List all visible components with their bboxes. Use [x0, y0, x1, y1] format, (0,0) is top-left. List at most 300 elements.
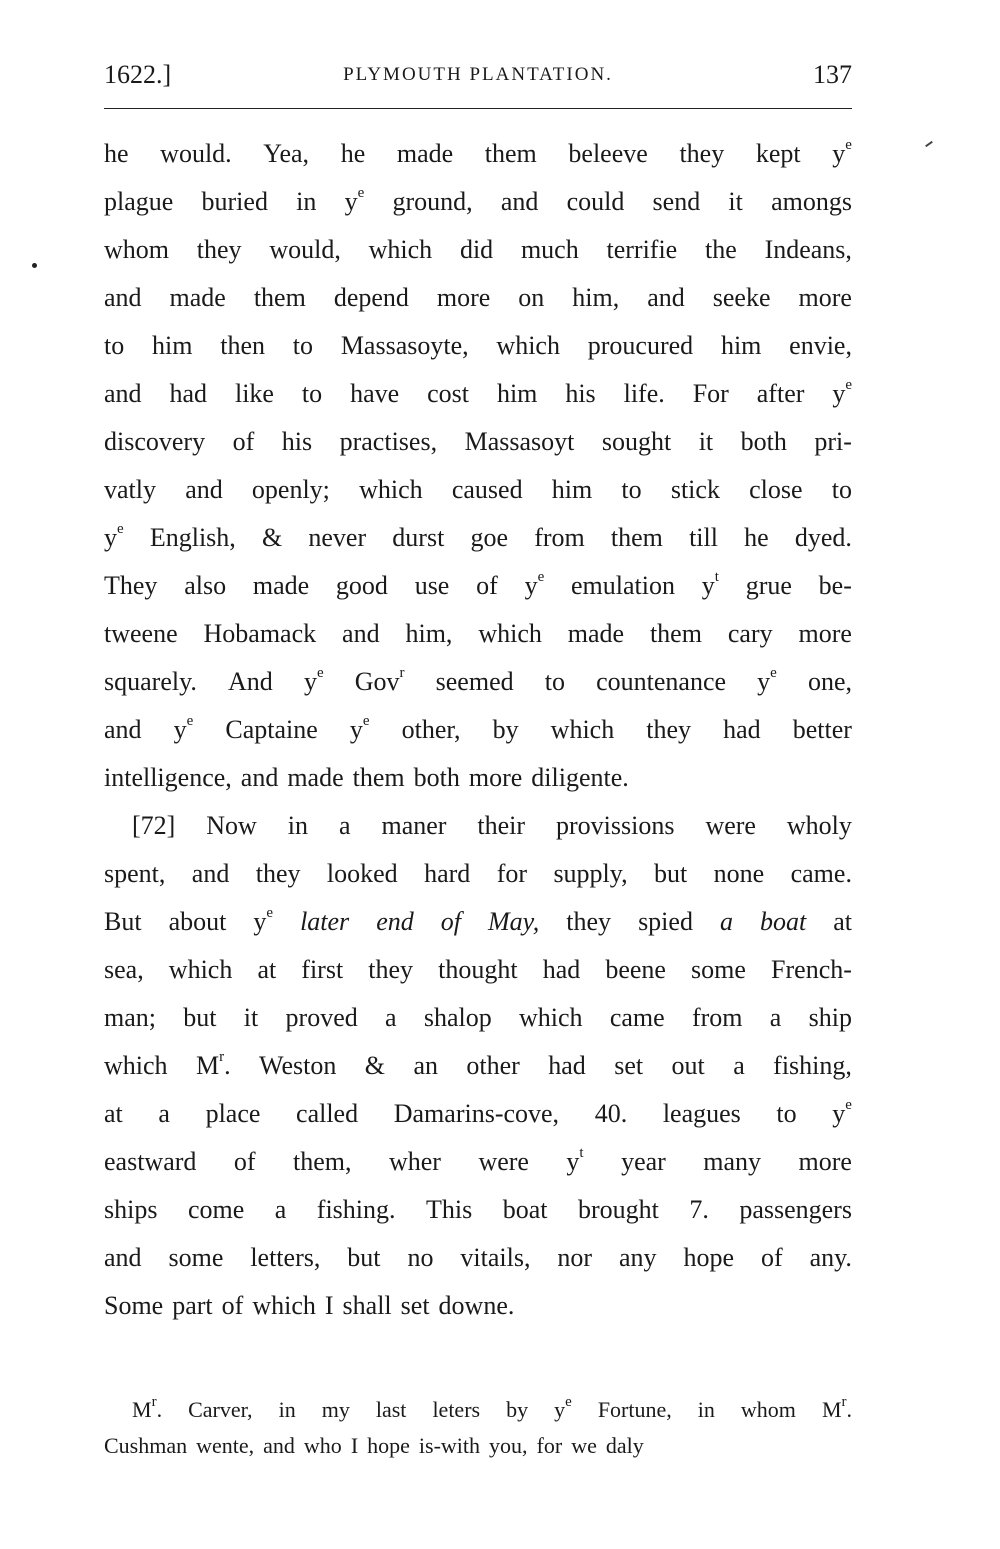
word: could	[566, 187, 625, 216]
word: sea,	[104, 955, 144, 984]
word: in	[278, 1397, 296, 1422]
word: Massasoyt	[464, 427, 575, 456]
ink-speck	[32, 263, 37, 268]
word: $y^t$	[701, 569, 719, 600]
word: of	[232, 427, 255, 456]
word: $M^r$.	[195, 1049, 231, 1080]
word: from	[691, 1003, 743, 1032]
word: spent,	[104, 859, 166, 888]
word: them	[253, 283, 306, 312]
word: Gov$^r$	[354, 665, 405, 696]
word: $y^e$	[554, 1393, 572, 1422]
word: no	[407, 1243, 434, 1272]
word: discovery	[104, 427, 206, 456]
word: my	[321, 1397, 350, 1422]
word: beleeve	[568, 139, 648, 168]
word: come	[187, 1195, 245, 1224]
word: life.	[623, 379, 665, 408]
word: they	[646, 715, 692, 744]
word: made	[396, 139, 454, 168]
word: would,	[269, 235, 341, 264]
word: May,	[488, 907, 540, 936]
word: made	[169, 283, 226, 312]
word: ships	[104, 1195, 158, 1224]
word: I	[350, 1433, 359, 1458]
word: plague	[104, 187, 174, 216]
word: which	[496, 331, 560, 360]
word: who	[303, 1433, 342, 1458]
word: letters,	[250, 1243, 321, 1272]
word: dyed.	[794, 523, 852, 552]
word: countenance	[596, 667, 727, 696]
word: downe.	[438, 1291, 515, 1320]
word: wher	[388, 1147, 441, 1176]
word: hard	[424, 859, 471, 888]
word: and	[104, 379, 142, 408]
word: beene	[605, 955, 666, 984]
word: had	[169, 379, 208, 408]
word: at	[104, 1099, 123, 1128]
word: you,	[489, 1433, 528, 1458]
word: some	[691, 955, 746, 984]
word: $y^e$	[832, 1097, 852, 1128]
word: in	[296, 187, 317, 216]
word: $y^e$	[832, 377, 852, 408]
word: Captaine	[225, 715, 318, 744]
word: never	[308, 523, 367, 552]
word: which	[104, 1051, 168, 1080]
word: vatly	[104, 475, 156, 504]
word: Fortune,	[597, 1397, 672, 1422]
word: from	[534, 523, 585, 552]
word: till	[689, 523, 718, 552]
word: some	[168, 1243, 224, 1272]
word: a	[719, 907, 733, 936]
word: and	[342, 619, 380, 648]
word: him,	[572, 283, 620, 312]
word: whom	[104, 235, 169, 264]
word: I	[324, 1291, 334, 1320]
word: him	[720, 331, 762, 360]
word: hope	[367, 1433, 410, 1458]
word: and	[500, 187, 539, 216]
word: 40.	[594, 1099, 628, 1128]
word: This	[426, 1195, 473, 1224]
word: he	[340, 139, 366, 168]
word: to	[104, 331, 125, 360]
word: goe	[470, 523, 509, 552]
word: one,	[807, 667, 852, 696]
word: first	[301, 955, 344, 984]
word: and	[185, 475, 223, 504]
word: and	[240, 763, 279, 792]
word: made	[287, 763, 344, 792]
word: Now	[206, 811, 257, 840]
word: to	[544, 667, 565, 696]
word: a	[158, 1099, 170, 1128]
word: supply,	[553, 859, 628, 888]
word: close	[749, 475, 803, 504]
word: it	[728, 187, 743, 216]
word: daly	[605, 1433, 644, 1458]
word: they	[566, 907, 612, 936]
word: more	[798, 619, 852, 648]
ink-mark	[925, 141, 933, 147]
word: and	[191, 859, 230, 888]
word: spied	[638, 907, 693, 936]
word: fishing,	[773, 1051, 852, 1080]
word: him	[152, 331, 193, 360]
word: fishing.	[316, 1195, 396, 1224]
word: any	[619, 1243, 657, 1272]
word: place	[205, 1099, 261, 1128]
word: boat	[502, 1195, 548, 1224]
text-line	[104, 1190, 852, 1238]
word: wente,	[196, 1433, 255, 1458]
word: they	[196, 235, 242, 264]
word: other,	[401, 715, 461, 744]
word: more	[798, 1147, 852, 1176]
word: had	[548, 1051, 586, 1080]
word: $y^e$	[524, 569, 545, 600]
word: English,	[149, 523, 236, 552]
word: them	[352, 763, 405, 792]
word: caused	[451, 475, 523, 504]
word: a	[769, 1003, 782, 1032]
header-title: PLYMOUTH PLANTATION.	[343, 64, 613, 85]
word: seemed	[435, 667, 514, 696]
word: of	[233, 1147, 256, 1176]
word: a	[385, 1003, 397, 1032]
word: seeke	[712, 283, 771, 312]
text-line	[104, 566, 852, 614]
text-line	[104, 662, 852, 710]
word: more	[468, 763, 523, 792]
text-line	[104, 326, 852, 374]
word: good	[335, 571, 388, 600]
word: $y^e$	[344, 185, 365, 216]
word: Damarins-cove,	[393, 1099, 560, 1128]
word: shalop	[423, 1003, 492, 1032]
word: end	[376, 907, 414, 936]
word: whom	[740, 1397, 796, 1422]
word: which	[550, 715, 615, 744]
word: cary	[727, 619, 773, 648]
text-line	[104, 230, 852, 278]
word: Some	[104, 1291, 164, 1320]
word: and	[263, 1433, 295, 1458]
word: after	[756, 379, 805, 408]
word: by	[492, 715, 519, 744]
text-line	[104, 1430, 852, 1466]
word: out	[671, 1051, 705, 1080]
word: which	[359, 475, 423, 504]
word: set	[614, 1051, 644, 1080]
word: him,	[405, 619, 453, 648]
word: French-	[771, 955, 852, 984]
word: leagues	[662, 1099, 741, 1128]
word: came.	[790, 859, 852, 888]
word: &	[364, 1051, 386, 1080]
word: [72]	[132, 811, 176, 840]
word: $y^e$	[173, 713, 194, 744]
word: for	[536, 1433, 563, 1458]
word: terrifie	[606, 235, 678, 264]
word: shall	[342, 1291, 392, 1320]
word: him	[496, 379, 538, 408]
word: both	[413, 763, 460, 792]
word: Massasoyte,	[340, 331, 469, 360]
text-line	[104, 902, 852, 950]
word: but	[654, 859, 688, 888]
word: their	[477, 811, 526, 840]
word: looked	[326, 859, 398, 888]
word: them,	[293, 1147, 352, 1176]
word: Indeans,	[764, 235, 852, 264]
word: like	[234, 379, 274, 408]
word: kept	[755, 139, 801, 168]
word: squarely.	[104, 667, 197, 696]
word: pri-	[814, 427, 852, 456]
word: proved	[285, 1003, 358, 1032]
word: proucured	[587, 331, 694, 360]
word: year	[621, 1147, 666, 1176]
word: intelligence,	[104, 763, 232, 792]
body-text	[104, 134, 852, 1334]
word: use	[414, 571, 450, 600]
word: a	[733, 1051, 745, 1080]
word: would.	[160, 139, 232, 168]
letter-paragraph	[104, 1394, 852, 1466]
word: also	[184, 571, 227, 600]
text-line	[104, 806, 852, 854]
word: ground,	[392, 187, 473, 216]
word: him	[551, 475, 593, 504]
word: had	[542, 955, 581, 984]
word: were	[478, 1147, 529, 1176]
word: a	[338, 811, 351, 840]
word: &	[261, 523, 283, 552]
text-line	[104, 710, 852, 758]
word: of	[221, 1291, 244, 1320]
word: have	[350, 379, 400, 408]
word: which	[519, 1003, 583, 1032]
word: buried	[201, 187, 268, 216]
word: is-with	[418, 1433, 481, 1458]
word: to	[776, 1099, 797, 1128]
word: it	[698, 427, 714, 456]
word: the	[705, 235, 737, 264]
word: $y^e$	[757, 665, 777, 696]
word: in	[697, 1397, 715, 1422]
word: at	[833, 907, 852, 936]
word: did	[459, 235, 494, 264]
word: passengers	[739, 1195, 852, 1224]
word: $M^r$.	[132, 1393, 163, 1422]
word: but	[183, 1003, 217, 1032]
text-line	[104, 1094, 852, 1142]
letter-excerpt	[104, 1394, 852, 1466]
word: which	[168, 955, 233, 984]
word: better	[792, 715, 852, 744]
page-number: 137	[813, 60, 852, 89]
word: leters	[432, 1397, 481, 1422]
word: $M^r$.	[821, 1393, 852, 1422]
word: of	[440, 907, 461, 936]
text-line	[104, 758, 852, 806]
word: amongs	[771, 187, 852, 216]
word: nor	[557, 1243, 593, 1272]
word: made	[252, 571, 310, 600]
word: set	[400, 1291, 430, 1320]
word: $y^t$	[566, 1145, 584, 1176]
word: we	[571, 1433, 597, 1458]
word: $y^e$	[303, 665, 324, 696]
word: called	[296, 1099, 359, 1128]
word: were	[705, 811, 756, 840]
word: them	[610, 523, 663, 552]
word: envie,	[789, 331, 852, 360]
word: of	[476, 571, 498, 600]
text-line	[104, 950, 852, 998]
word: on	[518, 283, 545, 312]
word: other	[466, 1051, 520, 1080]
word: openly;	[251, 475, 330, 504]
word: and	[647, 283, 685, 312]
word: Carver,	[188, 1397, 253, 1422]
running-header	[104, 60, 852, 90]
word: brought	[577, 1195, 659, 1224]
word: he	[104, 139, 129, 168]
word: of	[760, 1243, 783, 1272]
word: $y^e$	[253, 905, 274, 936]
word: vitails,	[460, 1243, 531, 1272]
word: $y^e$	[104, 521, 124, 552]
word: They	[104, 571, 158, 600]
word: his	[565, 379, 596, 408]
word: Weston	[259, 1051, 337, 1080]
paragraph-2	[104, 806, 852, 1334]
word: man;	[104, 1003, 156, 1032]
word: any.	[809, 1243, 852, 1272]
word: wholy	[786, 811, 852, 840]
word: both	[740, 427, 787, 456]
word: depend	[333, 283, 409, 312]
word: which	[252, 1291, 316, 1320]
text-line	[104, 470, 852, 518]
word: made	[567, 619, 625, 648]
text-line	[104, 1142, 852, 1190]
word: many	[703, 1147, 762, 1176]
word: about	[168, 907, 227, 936]
word: ship	[808, 1003, 852, 1032]
paragraph-1	[104, 134, 852, 806]
word: to	[292, 331, 314, 360]
text-line	[104, 998, 852, 1046]
word: more	[436, 283, 491, 312]
text-line	[104, 134, 852, 182]
word: it	[243, 1003, 259, 1032]
word: For	[692, 379, 729, 408]
text-line	[104, 422, 852, 470]
word: then	[220, 331, 266, 360]
word: to	[301, 379, 323, 408]
word: Yea,	[263, 139, 310, 168]
word: they	[368, 955, 414, 984]
word: $y^e$	[349, 713, 370, 744]
header-year: 1622.]	[104, 60, 172, 89]
word: and	[104, 1243, 142, 1272]
word: But	[104, 907, 142, 936]
word: be-	[818, 571, 852, 600]
word: boat	[759, 907, 807, 936]
word: his	[281, 427, 313, 456]
text-line	[104, 278, 852, 326]
word: send	[652, 187, 701, 216]
word: and	[104, 715, 142, 744]
text-line	[104, 1238, 852, 1286]
word: by	[506, 1397, 529, 1422]
word: last	[375, 1397, 407, 1422]
word: thought	[438, 955, 518, 984]
word: And	[228, 667, 273, 696]
word: in	[287, 811, 309, 840]
word: they	[679, 139, 725, 168]
word: eastward	[104, 1147, 197, 1176]
text-line	[104, 1286, 852, 1334]
text-line	[104, 1394, 852, 1430]
word: emulation	[571, 571, 675, 600]
word: cost	[427, 379, 469, 408]
word: maner	[381, 811, 447, 840]
word: but	[347, 1243, 381, 1272]
text-line	[104, 1046, 852, 1094]
word: which	[368, 235, 433, 264]
text-line	[104, 182, 852, 230]
word: which	[478, 619, 542, 648]
word: they	[255, 859, 301, 888]
word: to	[621, 475, 642, 504]
word: later	[300, 907, 350, 936]
word: durst	[392, 523, 445, 552]
word: them	[649, 619, 702, 648]
word: more	[798, 283, 852, 312]
word: much	[520, 235, 579, 264]
word: he	[744, 523, 769, 552]
word: none	[713, 859, 765, 888]
text-line	[104, 614, 852, 662]
word: $y^e$	[832, 137, 852, 168]
header-rule	[104, 108, 852, 109]
word: tweene	[104, 619, 178, 648]
word: stick	[670, 475, 720, 504]
word: a	[274, 1195, 287, 1224]
word: provissions	[556, 811, 675, 840]
word: to	[831, 475, 852, 504]
word: part	[172, 1291, 213, 1320]
text-line	[104, 854, 852, 902]
word: for	[496, 859, 528, 888]
word: Hobamack	[203, 619, 317, 648]
word: Cushman	[104, 1433, 188, 1458]
word: practises,	[339, 427, 438, 456]
word: hope	[683, 1243, 735, 1272]
word: at	[257, 955, 277, 984]
text-line	[104, 518, 852, 566]
word: came	[609, 1003, 665, 1032]
word: grue	[745, 571, 792, 600]
word: and	[104, 283, 142, 312]
